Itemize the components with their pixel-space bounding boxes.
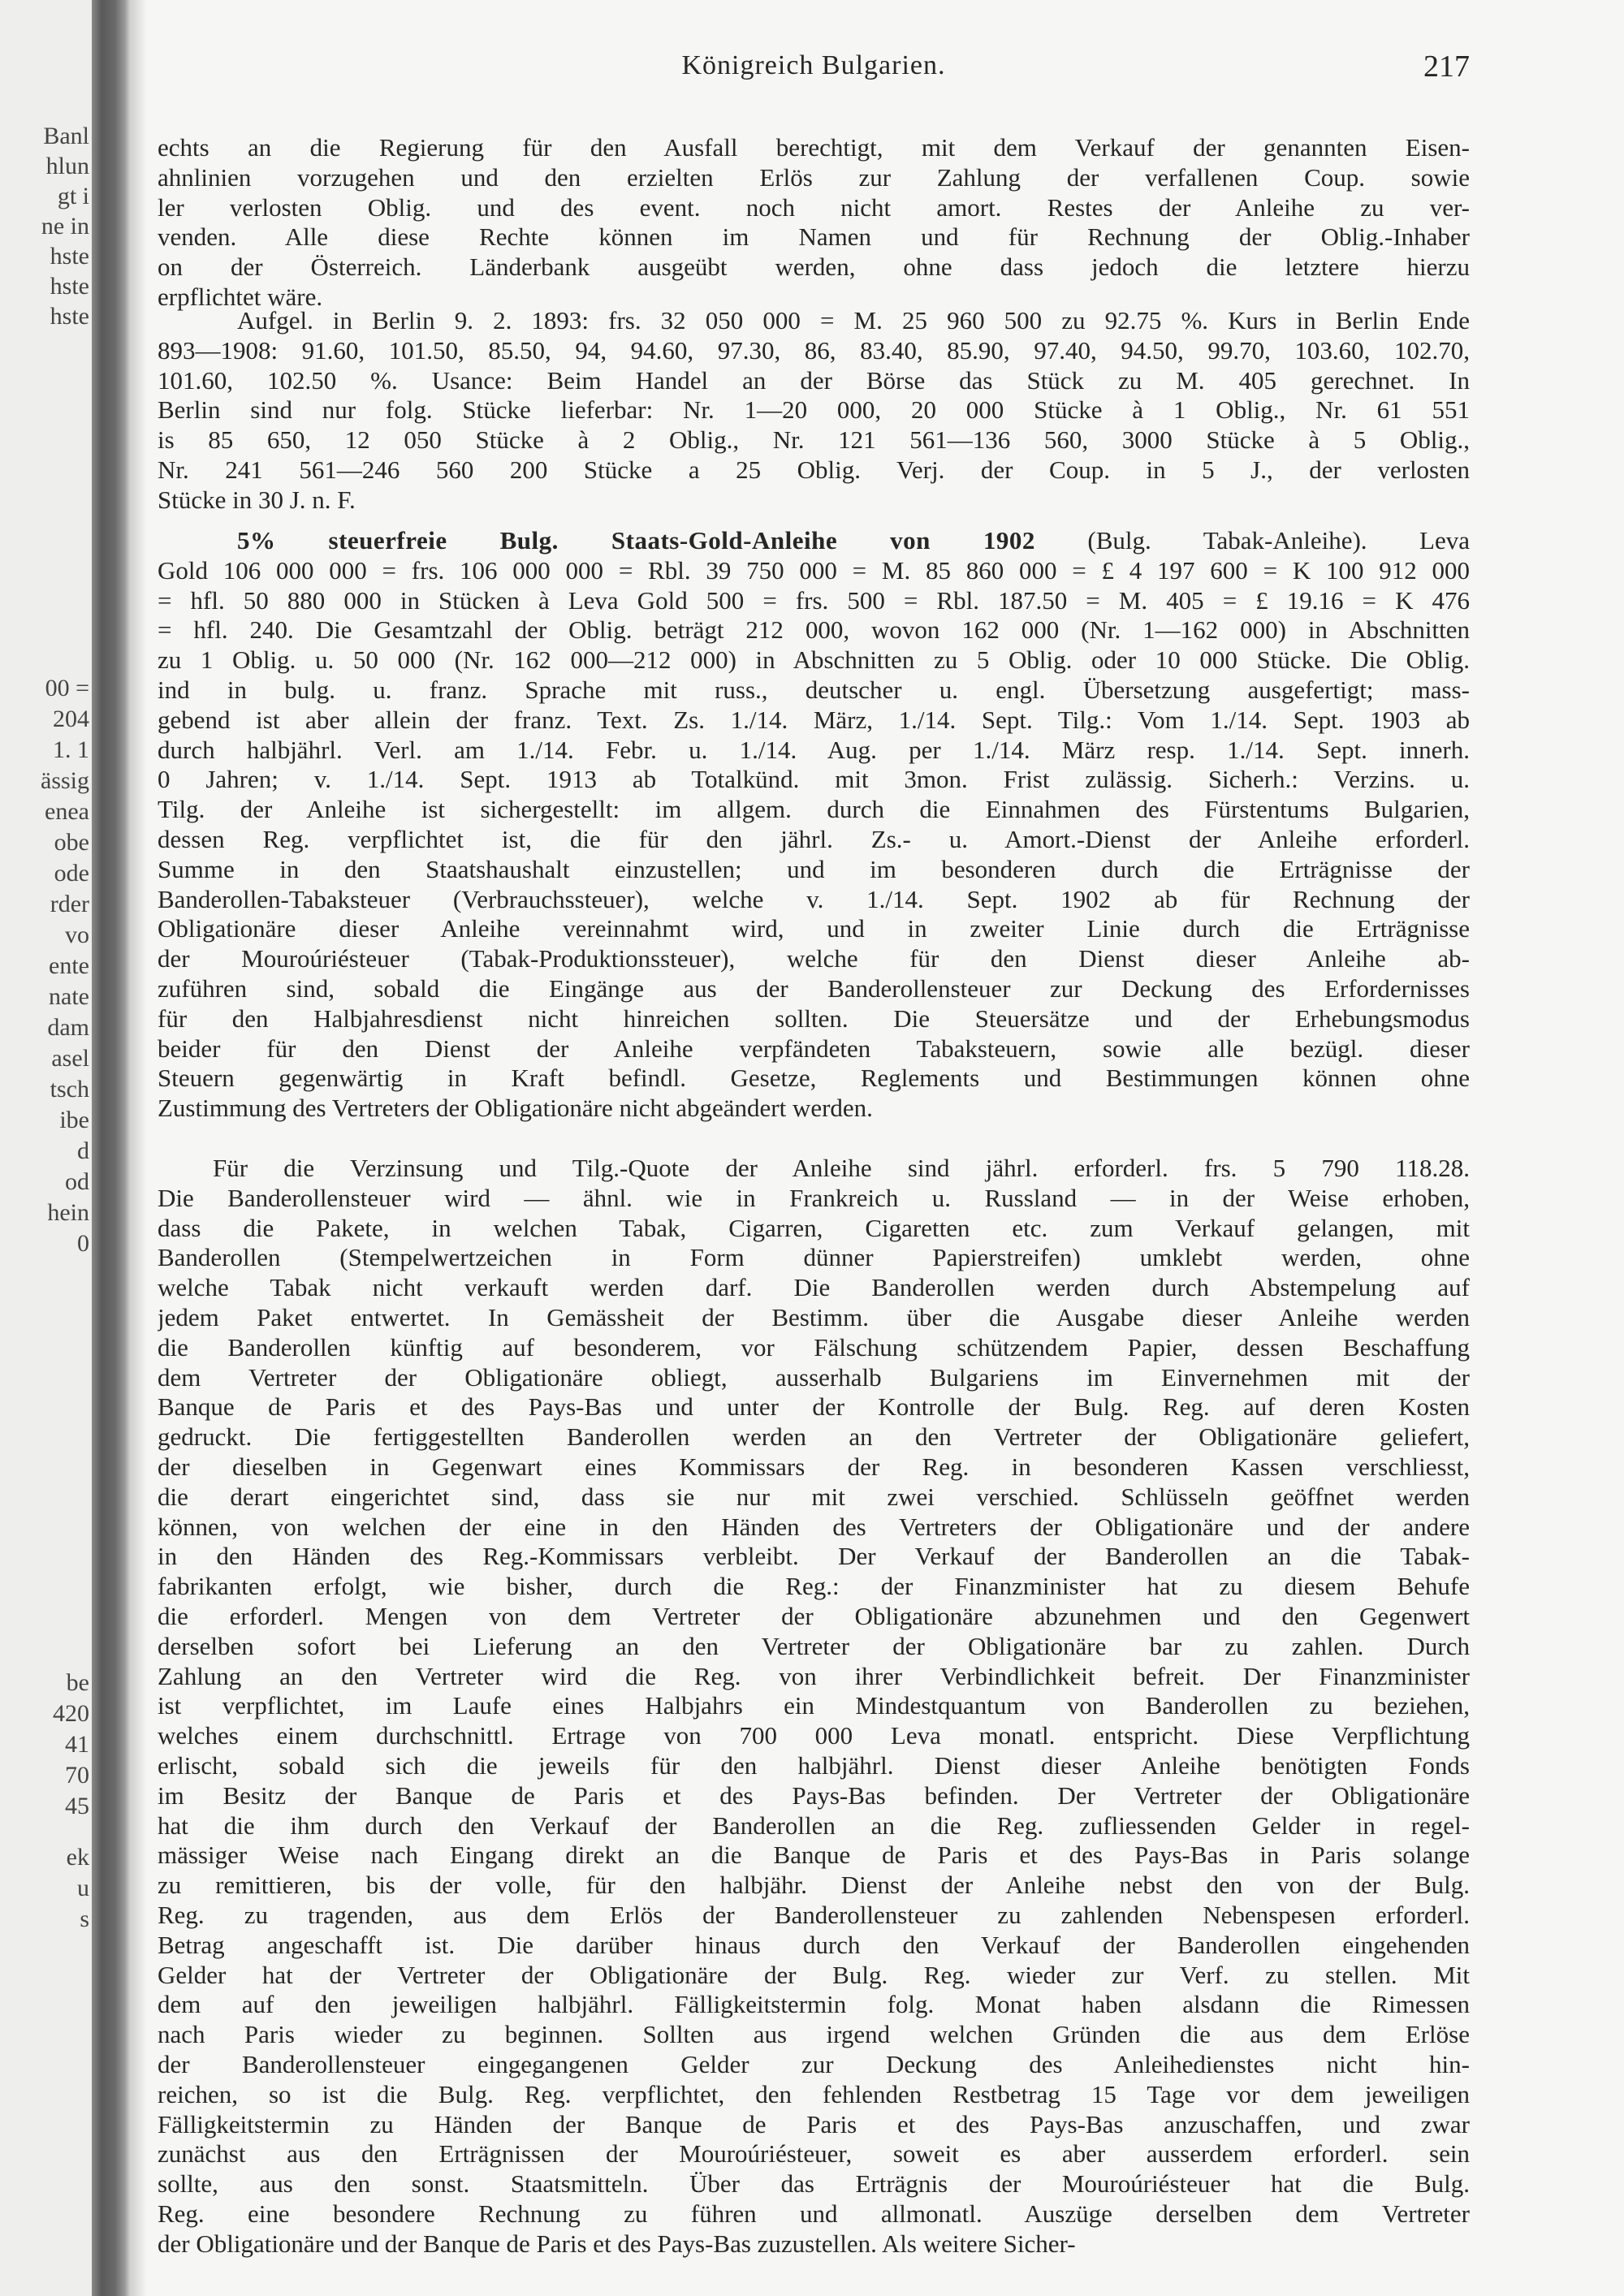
margin-fragment: hste xyxy=(50,303,89,330)
text-line: jedem Paket entwertet. In Gemässheit der Bestimm. über die Ausgabe dieser Anleihe werden xyxy=(158,1302,1470,1331)
text-line: der Obligationäre und der Banque de Paris et des Pays-Bas zuzustellen. Als weitere Sicher- xyxy=(158,2229,1076,2258)
text-line: Die Banderollensteuer wird — ähnl. wie in Frankreich u. Russland — in der Weise erhoben, xyxy=(158,1183,1470,1212)
text-line: Zahlung an den Vertreter wird die Reg. von ihrer Verbindlichkeit befreit. Der Finanzminister xyxy=(158,1661,1470,1690)
text-line: die erforderl. Mengen von dem Vertreter der Obligationäre abzunehmen und den Gegenwert xyxy=(158,1601,1470,1630)
margin-fragment: enea xyxy=(45,798,89,825)
text-line: die derart eingerichtet sind, dass sie nur mit zwei verschied. Schlüsseln geöffnet werden xyxy=(158,1482,1470,1511)
text-line: zu remittieren, bis der volle, für den halbjähr. Dienst der Anleihe nebst den von der Bulg. xyxy=(158,1871,1470,1900)
page-header xyxy=(158,50,1470,86)
heading-line xyxy=(158,526,1470,556)
text-line: Reg. eine besondere Rechnung zu führen und allmonatl. Auszüge derselben dem Vertreter xyxy=(158,2199,1470,2228)
text-line: on der Österreich. Länderbank ausgeübt werden, ohne dass jedoch die letztere hierzu xyxy=(158,252,1470,282)
text-line: welches einem durchschnittl. Ertrage von 700 000 Leva monatl. entspricht. Diese Verpflichtung xyxy=(158,1721,1470,1750)
text-line: Obligationäre dieser Anleihe vereinnahmt wird, und in zweiter Linie durch die Erträgnisse xyxy=(158,914,1470,943)
text-line: erlischt, sobald sich die jeweils für den halbjährl. Dienst dieser Anleihe benötigten Fonds xyxy=(158,1750,1470,1780)
margin-fragment: vo xyxy=(65,921,89,948)
margin-fragment: 00 = xyxy=(45,675,89,701)
text-line: beider für den Dienst der Anleihe verpfändeten Tabaksteuern, sowie alle bezügl. dieser xyxy=(158,1034,1470,1063)
margin-fragment: tsch xyxy=(50,1076,89,1103)
margin-fragment: hlun xyxy=(45,153,89,179)
margin-fragment: 45 xyxy=(65,1793,89,1819)
text-line: reichen, so ist die Bulg. Reg. verpflichtet, den fehlenden Restbetrag 15 Tage vor dem jeweiligen xyxy=(158,2079,1470,2108)
paragraph-railway-rights xyxy=(158,133,1470,313)
text-line: Banderollen (Stempelwertzeichen in Form dünner Papierstreifen) umklebt werden, ohne xyxy=(158,1243,1470,1272)
text-line: zuführen sind, sobald die Eingänge aus der Banderollensteuer zur Deckung des Erfordernisses xyxy=(158,973,1470,1003)
text-line: durch halbjährl. Verl. am 1./14. Febr. u. 1./14. Aug. per 1./14. März resp. 1./14. Sept. innerh. xyxy=(158,735,1470,764)
text-line: mässiger Weise nach Eingang direkt an die Banque de Paris et des Pays-Bas in Paris solange xyxy=(158,1841,1470,1870)
text-line: zunächst aus den Erträgnissen der Mouroúriésteuer, soweit es aber ausserdem erforderl. sein xyxy=(158,2139,1470,2169)
text-line: die Banderollen künftig auf besonderem, vor Fälschung schützendem Papier, dessen Beschaffung xyxy=(158,1332,1470,1362)
book-binding-shadow xyxy=(92,0,131,2296)
loan-title: 5% steuerfreie Bulg. Staats-Gold-Anleihe von 1902 xyxy=(237,526,1035,555)
text-line: Gold 106 000 000 = frs. 106 000 000 = Rbl. 39 750 000 = M. 85 860 000 = £ 4 197 600 = K 100 912 000 xyxy=(158,555,1470,585)
margin-fragment: be xyxy=(66,1669,89,1696)
margin-fragment: 70 xyxy=(65,1762,89,1789)
text-line: gedruckt. Die fertiggestellten Banderollen werden an den Vertreter der Obligationäre geliefert, xyxy=(158,1422,1470,1452)
margin-fragment: 420 xyxy=(53,1700,89,1727)
text-line: 893—1908: 91.60, 101.50, 85.50, 94, 94.60, 97.30, 86, 83.40, 85.90, 97.40, 94.50, 99.70, 103.60, 102.70, xyxy=(158,335,1470,365)
loan-subtitle: (Bulg. Tabak-Anleihe). Leva xyxy=(1087,526,1470,555)
text-line: können, von welchen der eine in den Händen des Vertreters der Obligationäre und der andere xyxy=(158,1512,1470,1541)
margin-fragment: nate xyxy=(49,983,89,1010)
margin-fragment: 1. 1 xyxy=(53,736,89,763)
margin-fragment: s xyxy=(80,1905,89,1932)
margin-fragment: hste xyxy=(50,273,89,300)
text-line: dessen Reg. verpflichtet ist, die für den jährl. Zs.- u. Amort.-Dienst der Anleihe erforderl. xyxy=(158,824,1470,853)
text-line: zu 1 Oblig. u. 50 000 (Nr. 162 000—212 000) in Abschnitten zu 5 Oblig. oder 10 000 Stücke. Die Oblig. xyxy=(158,645,1470,675)
text-line: Steuern gegenwärtig in Kraft befindl. Gesetze, Reglements und Bestimmungen können ohne xyxy=(158,1064,1470,1093)
paragraph-berlin-listing xyxy=(158,306,1470,516)
margin-fragment: 204 xyxy=(53,706,89,732)
margin-fragment: gt i xyxy=(57,183,89,209)
text-line: der Banderollensteuer eingegangenen Gelder zur Deckung des Anleihedienstes nicht hin- xyxy=(158,2049,1470,2078)
margin-fragment: ek xyxy=(66,1844,89,1871)
text-line: Betrag angeschafft ist. Die darüber hinaus durch den Verkauf der Banderollen eingehenden xyxy=(158,1930,1470,1959)
margin-fragment: Banl xyxy=(43,123,89,149)
page-number: 217 xyxy=(1423,50,1470,84)
text-line: Tilg. der Anleihe ist sichergestellt: im allgem. durch die Einnahmen des Fürstentums Bulgarien, xyxy=(158,795,1470,824)
margin-fragment: ässig xyxy=(41,767,89,794)
text-line: Für die Verzinsung und Tilg.-Quote der Anleihe sind jährl. erforderl. frs. 5 790 118.28. xyxy=(213,1154,1470,1182)
paragraph-tobacco-loan-1902 xyxy=(158,526,1470,1124)
margin-fragment: ode xyxy=(54,860,89,887)
text-line: ahnlinien vorzugehen und den erzielten Erlös zur Zahlung der verfallenen Coup. sowie xyxy=(158,162,1470,192)
previous-page-edge xyxy=(0,0,92,2296)
margin-fragment: ente xyxy=(49,952,89,979)
text-line: dem auf den jeweiligen halbjährl. Fälligkeitstermin folg. Monat haben alsdann die Rimessen xyxy=(158,1990,1470,2019)
text-line: Berlin sind nur folg. Stücke lieferbar: Nr. 1—20 000, 20 000 Stücke à 1 Oblig., Nr. 61 551 xyxy=(158,395,1470,425)
text-line: ist verpflichtet, im Laufe eines Halbjahrs ein Mindestquantum von Banderollen zu beziehen, xyxy=(158,1691,1470,1720)
text-line: 0 Jahren; v. 1./14. Sept. 1913 ab Totalkünd. mit 3mon. Frist zulässig. Sicherh.: Verzins. u. xyxy=(158,765,1470,794)
text-line: venden. Alle diese Rechte können im Namen und für Rechnung der Oblig.-Inhaber xyxy=(158,222,1470,252)
text-line: echts an die Regierung für den Ausfall berechtigt, mit dem Verkauf der genannten Eisen- xyxy=(158,133,1470,162)
margin-fragment: 0 xyxy=(77,1230,89,1257)
text-line: hat die ihm durch den Verkauf der Banderollen an die Reg. zufliessenden Gelder in regel- xyxy=(158,1810,1470,1840)
margin-fragment: 41 xyxy=(65,1731,89,1758)
text-line: der dieselben in Gegenwart eines Kommissars der Reg. in besonderen Kassen verschliesst, xyxy=(158,1452,1470,1481)
margin-fragment: u xyxy=(77,1875,89,1901)
text-line: Aufgel. in Berlin 9. 2. 1893: frs. 32 050 000 = M. 25 960 500 zu 92.75 %. Kurs in Berlin Ende xyxy=(237,306,1470,334)
text-line: fabrikanten erfolgt, wie bisher, durch die Reg.: der Finanzminister hat zu diesem Behufe xyxy=(158,1572,1470,1601)
margin-fragment: d xyxy=(77,1137,89,1164)
margin-fragment: rder xyxy=(50,891,89,917)
text-line: 101.60, 102.50 %. Usance: Beim Handel an der Börse das Stück zu M. 405 gerechnet. In xyxy=(158,365,1470,395)
text-line: ind in bulg. u. franz. Sprache mit russ., deutscher u. engl. Übersetzung ausgefertigt; mass- xyxy=(158,675,1470,704)
text-line: Nr. 241 561—246 560 200 Stücke a 25 Oblig. Verj. der Coup. in 5 J., der verlosten xyxy=(158,455,1470,484)
gutter-fade xyxy=(131,0,147,2296)
text-line: dem Vertreter der Obligationäre obliegt, ausserhalb Bulgariens im Einvernehmen mit der xyxy=(158,1362,1470,1392)
text-line: der Mouroúriésteuer (Tabak-Produktionssteuer), welche für den Dienst dieser Anleihe ab- xyxy=(158,944,1470,973)
text-line: Banderollen-Tabaksteuer (Verbrauchssteuer), welche v. 1./14. Sept. 1902 ab für Rechnung der xyxy=(158,884,1470,913)
text-line: gebend ist aber allein der franz. Text. Zs. 1./14. März, 1./14. Sept. Tilg.: Vom 1./14. Sept. 1903 ab xyxy=(158,705,1470,734)
text-line: Summe in den Staatshaushalt einzustellen; und im besonderen durch die Erträgnisse der xyxy=(158,854,1470,883)
margin-fragment: ne in xyxy=(41,213,89,240)
text-line: = hfl. 240. Die Gesamtzahl der Oblig. beträgt 212 000, wovon 162 000 (Nr. 1—162 000) in Abschnitten xyxy=(158,615,1470,645)
text-line: derselben sofort bei Lieferung an den Vertreter der Obligationäre bar zu zahlen. Durch xyxy=(158,1631,1470,1660)
margin-fragment: obe xyxy=(54,829,89,856)
text-line: im Besitz der Banque de Paris et des Pays-Bas befinden. Der Vertreter der Obligationäre xyxy=(158,1780,1470,1810)
text-line: is 85 650, 12 050 Stücke à 2 Oblig., Nr. 121 561—136 560, 3000 Stücke à 5 Oblig., xyxy=(158,425,1470,455)
text-line: nach Paris wieder zu beginnen. Sollten aus irgend welchen Gründen die aus dem Erlöse xyxy=(158,2020,1470,2049)
text-line: Stücke in 30 J. n. F. xyxy=(158,485,356,514)
paragraph-banderole-tax xyxy=(158,1154,1470,2259)
text-line: welche Tabak nicht verkauft werden darf. Die Banderollen werden durch Abstempelung auf xyxy=(158,1273,1470,1302)
text-line: ler verlosten Oblig. und des event. noch nicht amort. Restes der Anleihe zu ver- xyxy=(158,192,1470,222)
margin-fragment: hste xyxy=(50,243,89,270)
text-line: Gelder hat der Vertreter der Obligationäre der Bulg. Reg. wieder zur Verf. zu stellen. Mit xyxy=(158,1960,1470,1989)
text-line: erpflichtet wäre. xyxy=(158,282,323,311)
text-line: sollte, aus den sonst. Staatsmitteln. Über das Erträgnis der Mouroúriésteuer hat die Bulg. xyxy=(158,2169,1470,2199)
text-line: = hfl. 50 880 000 in Stücken à Leva Gold 500 = frs. 500 = Rbl. 187.50 = M. 405 = £ 19.16 = K 476 xyxy=(158,585,1470,615)
text-line: Fälligkeitstermin zu Händen der Banque de Paris et des Pays-Bas anzuschaffen, und zwar xyxy=(158,2109,1470,2138)
margin-fragment: ibe xyxy=(59,1107,89,1133)
margin-fragment: asel xyxy=(51,1045,89,1072)
text-line: in den Händen des Reg.-Kommissars verbleibt. Der Verkauf der Banderollen an die Tabak- xyxy=(158,1542,1470,1571)
margin-fragment: od xyxy=(65,1168,89,1195)
text-line: Reg. zu tragenden, aus dem Erlös der Banderollensteuer zu zahlenden Nebenspesen erforderl. xyxy=(158,1900,1470,1929)
text-line: dass die Pakete, in welchen Tabak, Cigarren, Cigaretten etc. zum Verkauf gelangen, mit xyxy=(158,1213,1470,1242)
running-title: Königreich Bulgarien. xyxy=(681,50,946,80)
text-line: Zustimmung des Vertreters der Obligationäre nicht abgeändert werden. xyxy=(158,1094,873,1123)
text-line: Banque de Paris et des Pays-Bas und unter der Kontrolle der Bulg. Reg. auf deren Kosten xyxy=(158,1392,1470,1422)
margin-fragment: dam xyxy=(47,1014,89,1041)
margin-fragment: hein xyxy=(47,1199,89,1226)
text-line: für den Halbjahresdienst nicht hinreichen sollten. Die Steuersätze und der Erhebungsmodus xyxy=(158,1003,1470,1033)
